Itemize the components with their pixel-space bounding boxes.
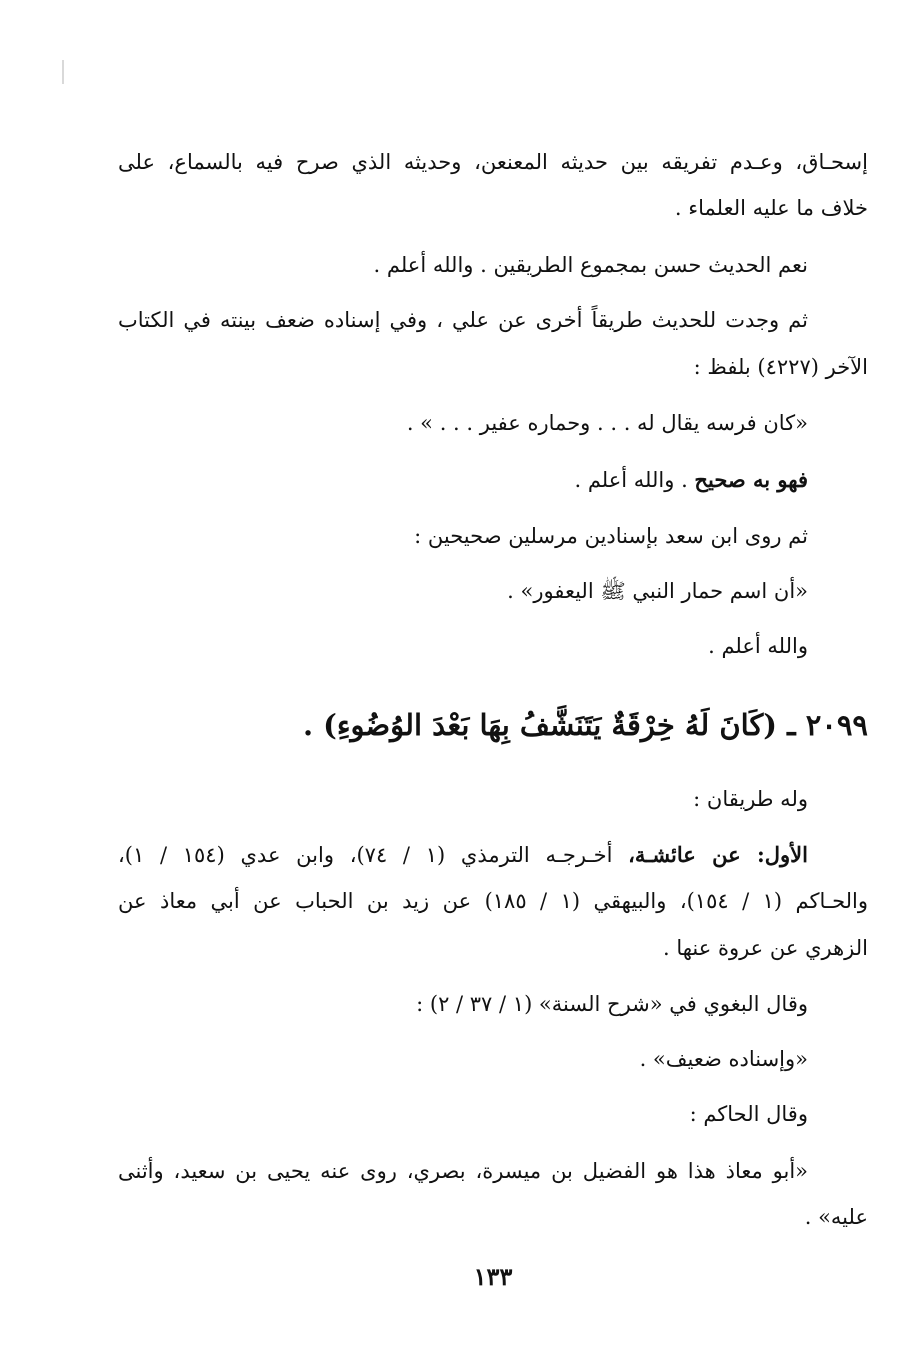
paragraph-line-4: ثم وجدت للحديث طريقاً أخرى عن علي ، وفي إسناده ضعف بينته في الكتاب — [118, 308, 808, 332]
paragraph-line-10: والله أعلم . — [708, 634, 808, 658]
quote-line-2: «أن اسم حمار النبي ﷺ اليعفور» . — [507, 579, 808, 603]
paragraph-line-17: وقال الحاكم : — [689, 1102, 808, 1126]
page-number: ١٣٣ — [473, 1262, 513, 1291]
quote-line-5: عليه» . — [804, 1205, 868, 1229]
hadith-heading: ٢٠٩٩ ـ (كَانَ لَهُ خِرْقَةٌ يَتَنَشَّفُ بِهَا بَعْدَ الوُضُوءِ) . — [302, 708, 868, 742]
paragraph-line-1: إسحـاق، وعـدم تفريقه بين حديثه المعنعن، وحديثه الذي صرح فيه بالسماع، على — [118, 150, 868, 174]
quote-line-1: «كان فرسه يقال له . . . وحماره عفير . . . » . — [406, 411, 808, 435]
paragraph-line-11: وله طريقان : — [693, 787, 808, 811]
paragraph-line-13: والحـاكم (١ / ١٥٤)، والبيهقي (١ / ١٨٥) عن زيد بن الحباب عن أبي معاذ عن — [118, 889, 869, 913]
quote-line-3: «وإسناده ضعيف» . — [639, 1047, 808, 1071]
paragraph-line-12 — [118, 840, 808, 870]
paragraph-line-5: الآخر (٤٢٢٧) بلفظ : — [693, 355, 868, 379]
scan-mark — [62, 60, 64, 84]
verdict-bold: فهو به صحيح — [694, 467, 808, 492]
verdict-line — [118, 465, 808, 495]
paragraph-line-15: وقال البغوي في «شرح السنة» (١ / ٣٧ / ٢) : — [416, 992, 808, 1016]
first-route-rest: أخـرجـه الترمذي (١ / ٧٤)، وابن عدي (١٥٤ / ١)، — [118, 843, 629, 867]
document-page — [118, 0, 868, 1359]
verdict-rest: . والله أعلم . — [574, 468, 695, 492]
paragraph-line-2: خلاف ما عليه العلماء . — [674, 196, 868, 220]
first-route-bold: الأول: عن عائشـة، — [628, 842, 808, 867]
quote-line-4: «أبو معاذ هذا هو الفضيل بن ميسرة، بصري، روى عنه يحيى بن سعيد، وأثنى — [118, 1159, 808, 1183]
paragraph-line-8: ثم روى ابن سعد بإسنادين مرسلين صحيحين : — [414, 524, 808, 548]
paragraph-line-14: الزهري عن عروة عنها . — [662, 936, 868, 960]
paragraph-line-3: نعم الحديث حسن بمجموع الطريقين . والله أعلم . — [373, 253, 808, 277]
